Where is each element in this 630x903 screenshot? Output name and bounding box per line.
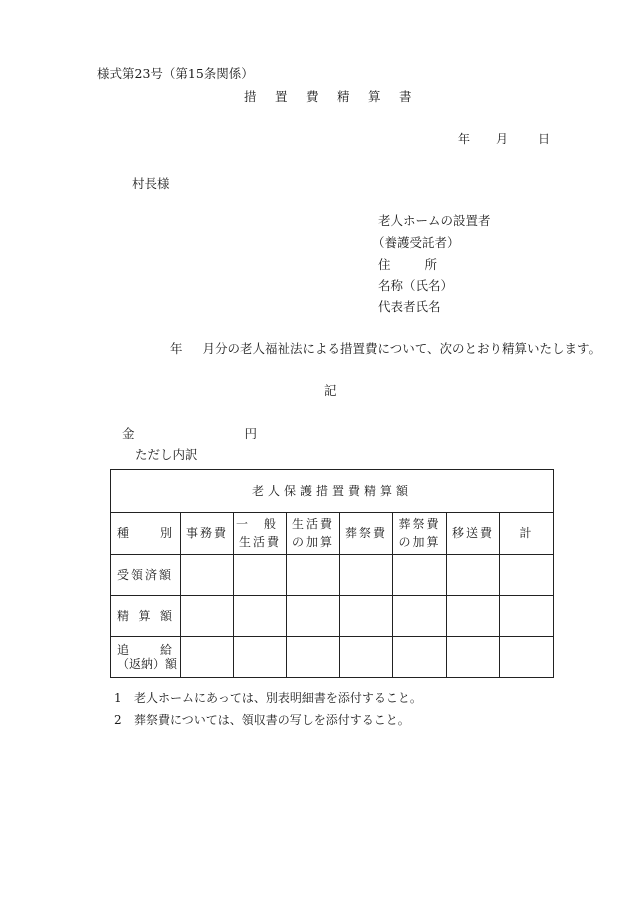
body-year-label: 年: [170, 341, 183, 356]
sender-establisher: 老人ホームの設置者: [378, 213, 491, 228]
table-cell: [181, 596, 234, 637]
row-label-received: 受領済額: [111, 555, 181, 596]
sender-address-char: 住: [378, 257, 391, 272]
table-row: [111, 596, 554, 637]
table-cell: [447, 637, 500, 678]
row-label-settlement: [111, 596, 181, 637]
header-funeral-addition: [393, 513, 447, 555]
note-number: 2: [114, 713, 122, 727]
breakdown-label: ただし内訳: [135, 447, 198, 462]
form-number: 様式第23号（第15条関係）: [97, 66, 254, 81]
header-living-add-line1: 生活費: [291, 517, 334, 532]
header-living-add-line2: の加算: [291, 534, 334, 549]
amount-line: [122, 426, 257, 441]
header-general-line1: 一 般: [235, 517, 278, 532]
table-cell: [181, 637, 234, 678]
date-month-label: 月: [496, 132, 509, 146]
header-funeral-add-line1: 葬祭費: [398, 517, 441, 532]
title-char: 書: [399, 89, 412, 104]
table-cell: [500, 555, 554, 596]
row-label-char: 給: [159, 642, 174, 657]
header-kind-char: 種: [117, 526, 132, 541]
title-char: 精: [337, 89, 350, 104]
table-cell: [234, 596, 287, 637]
sender-name: 名称（氏名）: [378, 278, 454, 293]
header-funeral-cost: 葬祭費: [340, 513, 393, 555]
sender-representative: 代表者氏名: [378, 299, 441, 314]
row-label-char: 追: [117, 642, 132, 657]
table-cell: [393, 637, 447, 678]
header-kind-char: 別: [159, 526, 174, 541]
body-sentence: 月分の老人福祉法による措置費について、次のとおり精算いたします。: [202, 341, 602, 356]
row-label-char: 算: [138, 608, 153, 623]
ki-heading: 記: [324, 383, 337, 398]
row-label-char: 精: [117, 608, 132, 623]
header-general-line2: 生活費: [238, 534, 281, 549]
table-cell: [393, 596, 447, 637]
note-text: 老人ホームにあっては、別表明細書を添付すること。: [134, 691, 422, 705]
table-cell: [287, 596, 340, 637]
title-char: 置: [275, 89, 288, 104]
table-row: [111, 637, 554, 678]
header-transport-cost: 移送費: [447, 513, 500, 555]
header-kind: [111, 513, 181, 555]
table-cell: [340, 555, 393, 596]
date-year-label: 年: [458, 132, 471, 146]
document-title: [244, 89, 412, 104]
table-cell: [234, 637, 287, 678]
table-cell: [500, 637, 554, 678]
date-line: [458, 132, 550, 146]
sender-address: [378, 257, 437, 272]
table-cell: [234, 555, 287, 596]
header-living-addition: [287, 513, 340, 555]
table-cell: [447, 596, 500, 637]
settlement-table: [110, 469, 554, 678]
table-cell: [447, 555, 500, 596]
table-cell: [287, 555, 340, 596]
table-cell: [181, 555, 234, 596]
date-day-label: 日: [538, 132, 551, 146]
row-label-additional: [111, 637, 181, 678]
title-char: 措: [244, 89, 257, 104]
table-cell: [340, 637, 393, 678]
title-char: 算: [368, 89, 381, 104]
note-number: 1: [114, 691, 122, 705]
note-text: 葬祭費については、領収書の写しを添付すること。: [134, 713, 410, 727]
table-title: 老人保護措置費精算額: [111, 470, 554, 513]
table-cell: [340, 596, 393, 637]
header-general-living: [234, 513, 287, 555]
addressee: 村長様: [132, 176, 170, 191]
table-cell: [500, 596, 554, 637]
header-office-cost: 事務費: [181, 513, 234, 555]
note-item: [114, 691, 422, 705]
row-label-char: 額: [159, 608, 174, 623]
title-char: 費: [306, 89, 319, 104]
header-funeral-add-line2: の加算: [398, 534, 441, 549]
sender-address-char: 所: [424, 257, 438, 272]
header-total: 計: [500, 513, 554, 555]
table-cell: [393, 555, 447, 596]
note-item: [114, 713, 410, 727]
table-row: [111, 555, 554, 596]
body-text: [170, 341, 601, 356]
row-label-refund: （返納）額: [117, 657, 178, 671]
table-cell: [287, 637, 340, 678]
amount-unit: 円: [244, 426, 258, 441]
sender-contractor: （養護受託者）: [372, 235, 460, 250]
amount-prefix: 金: [122, 426, 135, 441]
